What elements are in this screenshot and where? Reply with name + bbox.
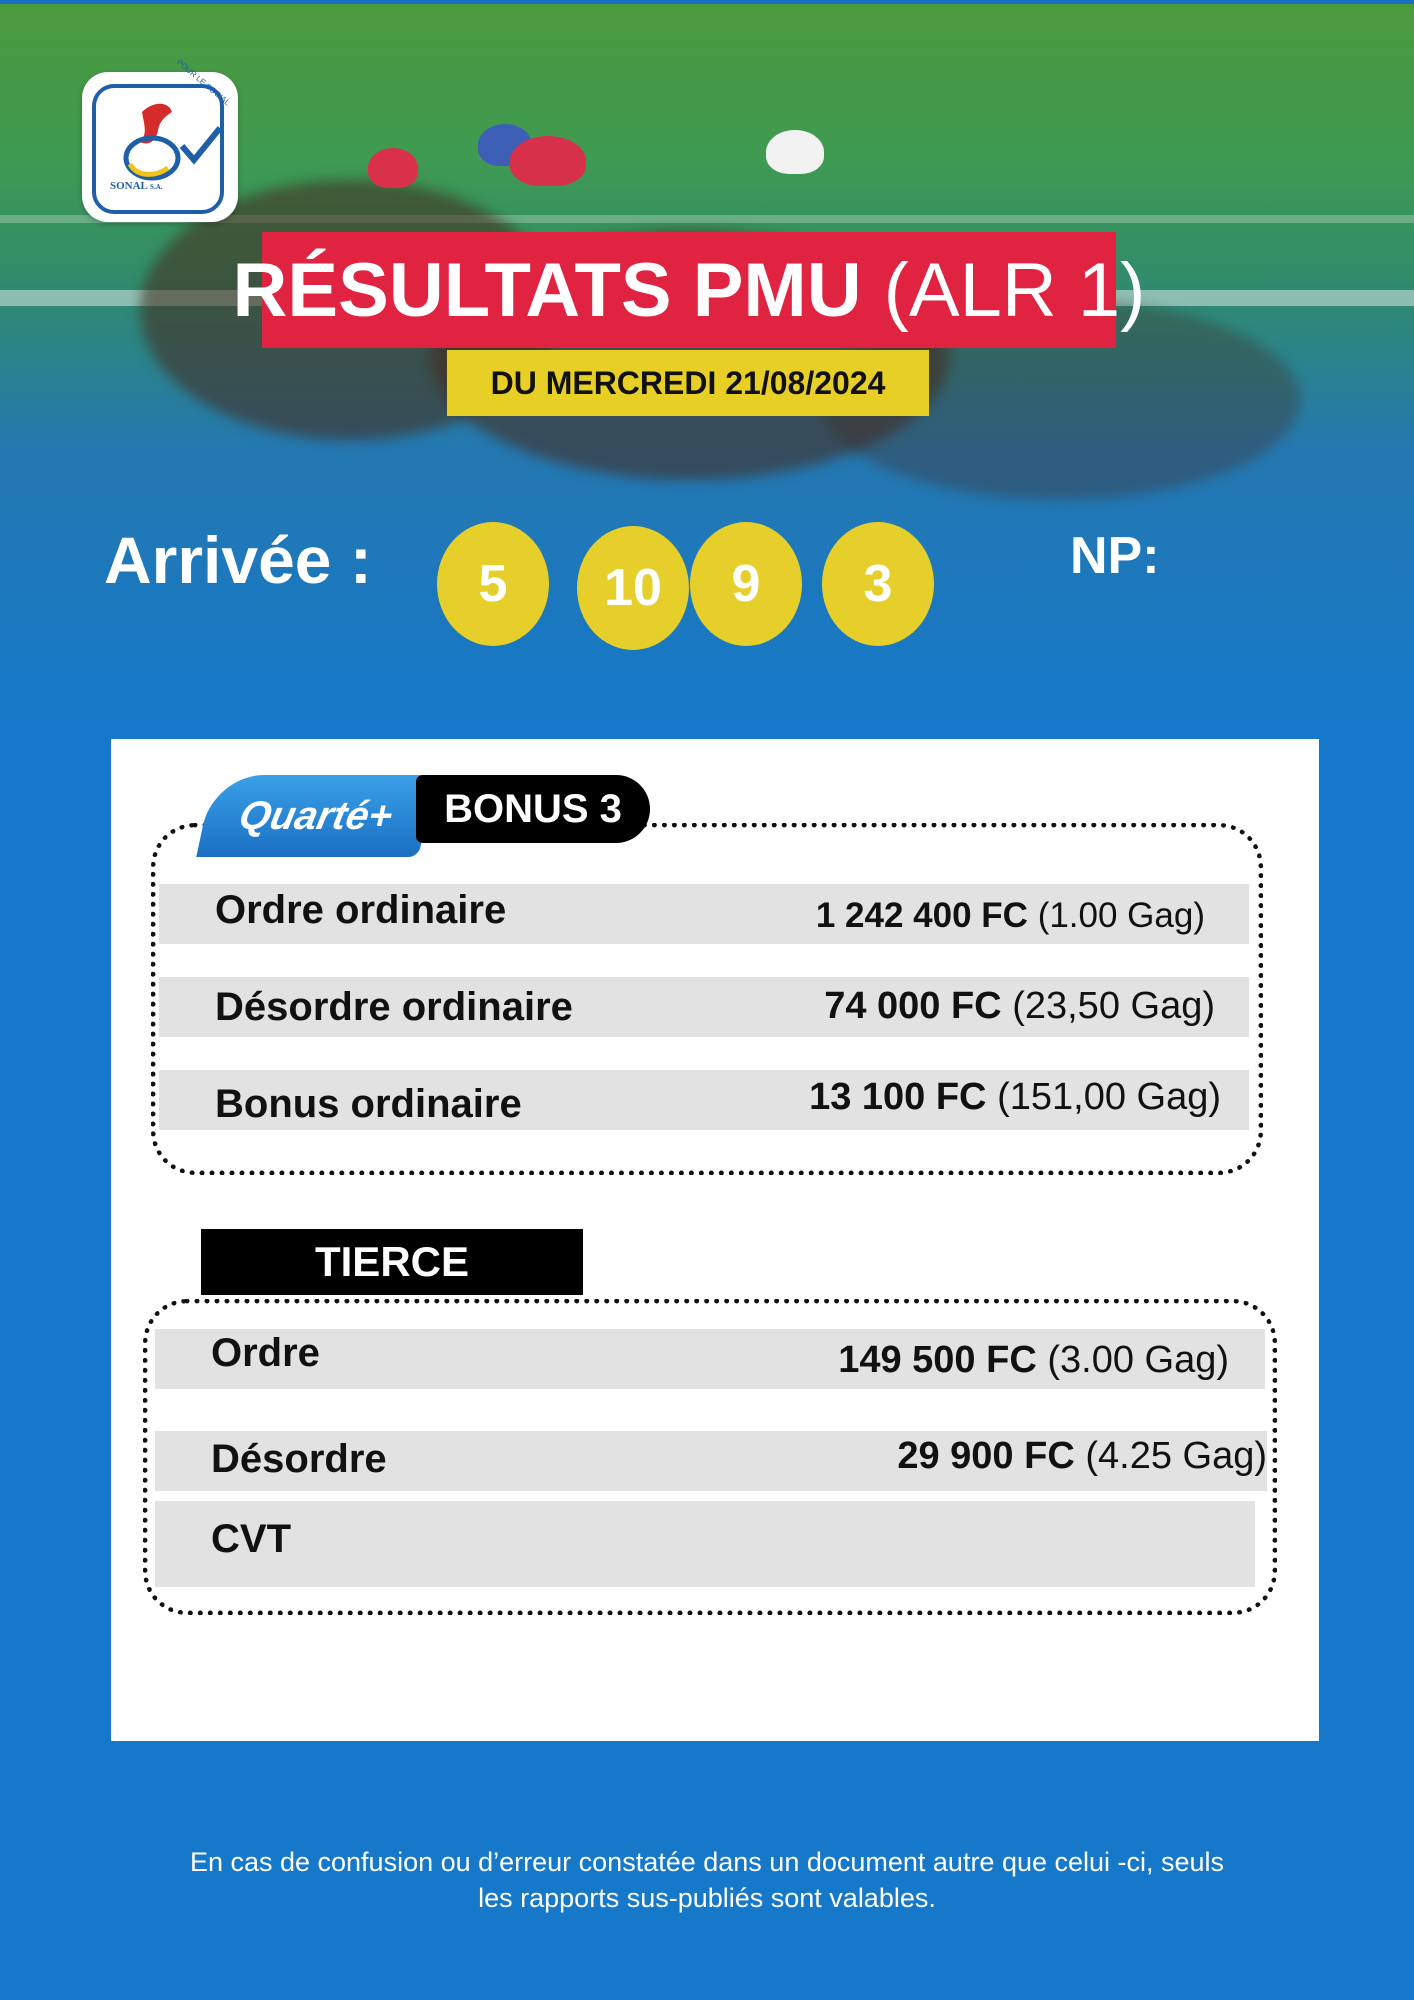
row-value [816,896,1205,936]
title-race: (ALR 1) [883,247,1146,333]
payout-amount: 29 900 FC [897,1435,1075,1477]
arrival-number-4: 3 [822,522,934,646]
title-main: RÉSULTATS PMU [232,247,862,333]
quarte-plus-tag [196,775,435,857]
payout-detail: (23,50 Gag) [1012,985,1215,1027]
payout-detail: (3.00 Gag) [1047,1339,1229,1381]
non-partant-label: NP: [1070,527,1160,585]
tierce-row-desordre [155,1431,1267,1491]
row-value [838,1339,1229,1382]
top-border [0,0,1414,4]
payout-detail: (1.00 Gag) [1037,896,1205,935]
quarte-row-desordre [159,977,1249,1037]
jockey-helmet [510,136,586,186]
results-panel [111,739,1319,1741]
disclaimer-line-1: En cas de confusion ou d’erreur constatée dans un document autre que celui -ci, seuls [189,1847,1225,1877]
row-label: Ordre [211,1331,320,1375]
logo-tagline: POUR LE SOCIAL [174,57,232,108]
payout-detail: (4.25 Gag) [1085,1435,1267,1477]
logo-brand [110,180,163,192]
tierce-tag: TIERCE [201,1229,583,1295]
quarte-row-bonus [159,1070,1249,1130]
jockey-helmet [368,148,418,188]
bonus-3-tag: BONUS 3 [416,775,650,843]
payout-amount: 74 000 FC [824,985,1002,1027]
payout-amount: 149 500 FC [838,1339,1037,1381]
row-label: Ordre ordinaire [215,888,507,932]
race-date: DU MERCREDI 21/08/2024 [447,350,929,416]
row-value [824,985,1215,1028]
payout-detail: (151,00 Gag) [997,1076,1221,1118]
row-label: Désordre [211,1437,387,1481]
disclaimer-line-2: les rapports sus-publiés sont valables. [478,1883,936,1913]
row-label: Désordre ordinaire [215,985,573,1029]
payout-amount: 13 100 FC [809,1076,987,1118]
row-label: Bonus ordinaire [215,1082,522,1126]
arrivee-label: Arrivée : [104,523,372,597]
jockey-helmet [766,130,824,174]
arrival-number-1: 5 [437,522,549,646]
arrival-number-2: 10 [577,526,689,650]
row-value [897,1435,1267,1478]
tierce-row-cvt [155,1501,1255,1587]
disclaimer-text [80,1844,1334,1916]
quarte-plus-label: Quarté+ [235,793,397,838]
payout-amount: 1 242 400 FC [815,896,1028,935]
sonal-logo [82,57,238,222]
quarte-row-ordre [159,884,1249,944]
row-value [809,1076,1221,1119]
logo-brand-name: SONAL [110,180,148,192]
row-label: CVT [211,1517,291,1561]
arrival-number-3: 9 [690,522,802,646]
logo-brand-suffix: S.A. [150,183,163,191]
page-title [232,232,1146,348]
tierce-row-ordre [155,1329,1265,1389]
